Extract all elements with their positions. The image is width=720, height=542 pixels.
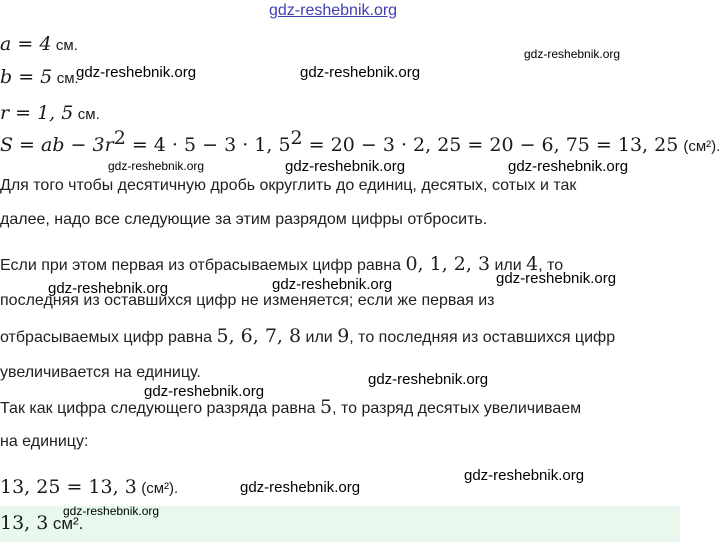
rule-line-3-b: или	[490, 257, 527, 274]
given-r-expr: r = 1, 5	[0, 102, 74, 124]
given-b-expr: b = 5	[0, 66, 53, 88]
rule-line-5-b: или	[301, 329, 338, 346]
watermark: gdz-reshebnik.org	[76, 64, 197, 81]
formula-exp1: 2	[113, 127, 126, 149]
watermark: gdz-reshebnik.org	[63, 504, 160, 518]
watermark: gdz-reshebnik.org	[508, 158, 629, 175]
watermark: gdz-reshebnik.org	[464, 467, 585, 484]
rule-line-3	[0, 254, 563, 276]
answer-unit: см².	[52, 514, 84, 533]
watermark: gdz-reshebnik.org	[496, 270, 617, 287]
header-watermark-link[interactable]: gdz-reshebnik.org	[269, 2, 398, 19]
watermark: gdz-reshebnik.org	[240, 479, 361, 496]
rule-line-4: последняя из оставшихся цифр не изменяется; если же первая из	[0, 292, 495, 309]
watermark: gdz-reshebnik.org	[272, 276, 393, 293]
formula-tail: = 20 − 3 · 2, 25 = 20 − 6, 75 = 13, 25	[302, 134, 679, 156]
answer-expr: 13, 3	[0, 512, 49, 534]
rule-line-5-digit: 9	[337, 325, 350, 347]
apply-digit: 5	[320, 396, 333, 418]
area-formula	[0, 127, 720, 156]
rule-line-5-digits: 5, 6, 7, 8	[216, 325, 302, 347]
watermark: gdz-reshebnik.org	[48, 280, 169, 297]
formula-rhs: = 4 · 5 − 3 · 1, 5	[125, 134, 291, 156]
watermark: gdz-reshebnik.org	[144, 383, 265, 400]
formula-lhs: S = ab − 3r	[0, 134, 114, 156]
given-b-unit: см.	[56, 70, 79, 87]
given-b	[0, 66, 79, 88]
rule-line-3-a: Если при этом первая из отбрасываемых цифр равна	[0, 257, 406, 274]
given-r-unit: см.	[77, 106, 100, 123]
watermark: gdz-reshebnik.org	[300, 64, 421, 81]
rule-line-3-c: , то	[538, 257, 564, 274]
given-a-unit: см.	[55, 37, 78, 54]
rule-line-1: Для того чтобы десятичную дробь округлить до единиц, десятых, сотых и так	[0, 177, 577, 194]
rule-line-5-c: , то последняя из оставшихся цифр	[349, 329, 616, 346]
watermark: gdz-reshebnik.org	[368, 371, 489, 388]
rule-line-5-a: отбрасываемых цифр равна	[0, 329, 217, 346]
rule-line-5	[0, 326, 615, 348]
watermark: gdz-reshebnik.org	[285, 158, 406, 175]
formula-unit: (см²).	[683, 138, 720, 155]
result-expr: 13, 25 = 13, 3	[0, 476, 137, 498]
apply-line-1-b: , то разряд десятых увеличиваем	[332, 400, 582, 417]
rule-line-3-digits: 0, 1, 2, 3	[405, 253, 491, 275]
rule-line-3-digit: 4	[526, 253, 539, 275]
result-line	[0, 476, 178, 498]
given-r	[0, 102, 100, 124]
rule-line-2: далее, надо все следующие за этим разрядом цифры отбросить.	[0, 211, 488, 228]
given-a-expr: a = 4	[0, 33, 52, 55]
given-a	[0, 33, 78, 55]
apply-line-2: на единицу:	[0, 433, 89, 450]
rule-line-6: увеличивается на единицу.	[0, 364, 201, 381]
apply-line-1-a: Так как цифра следующего разряда равна	[0, 400, 321, 417]
formula-exp2: 2	[290, 127, 303, 149]
watermark: gdz-reshebnik.org	[108, 159, 205, 173]
result-unit: (см²).	[141, 480, 179, 497]
watermark: gdz-reshebnik.org	[524, 47, 621, 61]
apply-line-1	[0, 397, 581, 419]
